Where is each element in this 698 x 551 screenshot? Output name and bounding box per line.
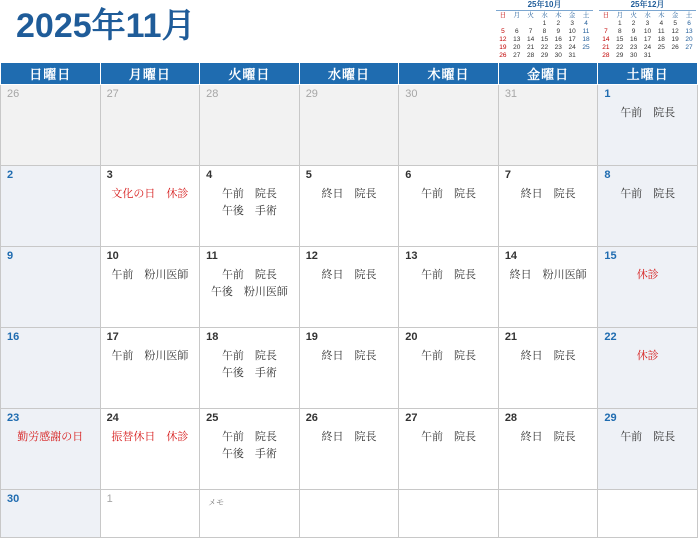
mini-day-cell: 25 — [582, 44, 590, 51]
mini-day-cell: 2 — [631, 20, 636, 27]
day-number: 6 — [405, 169, 412, 181]
mini-day-cell — [524, 20, 538, 28]
calendar-week-row — [1, 166, 698, 247]
event-label: 文化の日 休診 — [111, 188, 189, 200]
mini-day-cell: 7 — [528, 28, 533, 35]
mini-day-cell: 27 — [685, 44, 693, 51]
day-number: 8 — [604, 169, 611, 181]
day-events — [499, 343, 598, 365]
day-events — [598, 343, 697, 365]
day-cell[interactable] — [498, 409, 598, 490]
event-label: 午前 院長 — [620, 431, 676, 443]
weekday-header-3: 水曜日 — [299, 63, 399, 85]
mini-weekday-header: 金 — [568, 12, 576, 19]
mini-day-cell: 9 — [556, 28, 561, 35]
mini-weekday-header: 金 — [671, 12, 679, 19]
mini-day-cell: 20 — [513, 44, 521, 51]
mini-day-cell: 16 — [554, 36, 562, 43]
mini-day-cell — [579, 52, 593, 60]
day-cell[interactable] — [100, 409, 200, 490]
day-cell[interactable] — [598, 166, 698, 247]
day-number: 26 — [7, 88, 20, 100]
event-label: 終日 院長 — [321, 269, 377, 281]
mini-day-cell: 2 — [556, 20, 561, 27]
day-cell[interactable] — [598, 490, 698, 538]
day-cell[interactable] — [299, 247, 399, 328]
event-label: 午後 手術 — [221, 205, 277, 217]
mini-day-cell: 13 — [513, 36, 521, 43]
event-label: 午前 院長 — [221, 188, 277, 200]
mini-day-cell: 11 — [657, 28, 665, 35]
day-number: 25 — [206, 412, 219, 424]
mini-day-cell: 6 — [687, 20, 691, 27]
mini-weekday-header: 木 — [555, 12, 562, 19]
mini-day-cell: 22 — [616, 44, 624, 51]
day-number: 27 — [405, 412, 418, 424]
day-number: 3 — [106, 169, 113, 181]
mini-day-cell: 8 — [542, 28, 547, 35]
day-number: 28 — [504, 412, 518, 424]
day-cell[interactable] — [200, 409, 300, 490]
day-cell[interactable] — [598, 85, 698, 166]
calendar-header-row — [1, 63, 698, 85]
mini-weekday-header: 土 — [582, 12, 590, 19]
day-cell[interactable] — [399, 166, 499, 247]
mini-day-cell: 27 — [513, 52, 521, 59]
weekday-header-5: 金曜日 — [498, 63, 598, 85]
page-title: 2025年11月 — [16, 7, 196, 45]
mini-calendar-next-month — [599, 0, 696, 60]
mini-day-cell — [654, 52, 668, 60]
day-cell[interactable] — [100, 166, 200, 247]
event-label: 終日 院長 — [520, 350, 576, 362]
weekday-header-1: 月曜日 — [100, 63, 200, 85]
day-cell[interactable] — [1, 328, 101, 409]
mini-day-cell: 10 — [568, 28, 576, 35]
day-number: 27 — [106, 88, 119, 100]
mini-day-cell: 3 — [645, 20, 650, 27]
mini-weekday-header: 火 — [630, 12, 637, 19]
mini-day-cell — [510, 20, 524, 28]
mini-day-cell: 9 — [631, 28, 636, 35]
event-label: 終日 院長 — [321, 431, 377, 443]
mini-weekday-header: 日 — [602, 12, 610, 19]
day-cell[interactable] — [200, 328, 300, 409]
day-cell[interactable] — [1, 490, 101, 538]
mini-day-cell: 24 — [643, 44, 652, 51]
mini-weekday-header: 日 — [499, 12, 507, 19]
day-cell[interactable] — [1, 85, 101, 166]
mini-day-cell: 6 — [514, 28, 519, 35]
day-number: 7 — [504, 169, 511, 181]
event-label: 勤労感謝の日 — [17, 431, 84, 443]
event-label: 午前 院長 — [421, 269, 477, 281]
mini-day-cell: 29 — [540, 52, 549, 59]
day-events — [101, 424, 200, 446]
mini-day-cell: 1 — [542, 20, 547, 27]
day-cell[interactable] — [200, 490, 300, 538]
calendar-week-row — [1, 328, 698, 409]
weekday-header-4: 木曜日 — [399, 63, 499, 85]
day-cell[interactable] — [299, 490, 399, 538]
day-cell[interactable] — [498, 328, 598, 409]
month-calendar — [0, 62, 698, 538]
day-number: 2 — [7, 169, 14, 181]
mini-day-cell: 3 — [570, 20, 574, 27]
event-label: 午後 粉川医師 — [210, 286, 288, 298]
mini-weekday-header: 月 — [616, 12, 624, 19]
mini-day-cell: 15 — [540, 36, 549, 43]
mini-day-cell — [496, 20, 510, 28]
day-number: 13 — [405, 250, 418, 262]
calendar-week-row — [1, 247, 698, 328]
mini-day-cell: 19 — [671, 36, 679, 43]
mini-day-cell: 29 — [616, 52, 624, 59]
mini-day-cell: 21 — [526, 44, 535, 51]
day-cell[interactable] — [498, 85, 598, 166]
mini-weekday-header: 月 — [513, 12, 521, 19]
day-cell[interactable] — [100, 490, 200, 538]
event-label: 終日 院長 — [520, 188, 576, 200]
event-label: 休診 — [636, 350, 659, 362]
mini-day-cell: 8 — [617, 28, 622, 35]
mini-day-cell: 23 — [629, 44, 638, 51]
day-number — [399, 490, 498, 493]
day-number: 18 — [206, 331, 219, 343]
calendar-body — [1, 85, 698, 538]
event-label: 振替休日 休診 — [111, 431, 189, 443]
day-cell[interactable] — [200, 166, 300, 247]
day-events — [101, 343, 200, 365]
event-label: 午前 院長 — [421, 188, 477, 200]
day-number: 28 — [206, 88, 219, 100]
mini-day-cell: 18 — [657, 36, 665, 43]
day-events — [499, 262, 598, 284]
day-events — [300, 343, 399, 365]
mini-day-cell: 4 — [584, 20, 588, 27]
day-number: 22 — [604, 331, 617, 343]
day-events — [200, 424, 299, 463]
mini-day-cell: 26 — [499, 52, 507, 59]
mini-day-cell — [682, 52, 696, 60]
weekday-header-0: 日曜日 — [1, 63, 101, 85]
day-number: 9 — [7, 250, 14, 262]
mini-day-cell: 28 — [526, 52, 535, 59]
event-label: 午前 院長 — [421, 350, 477, 362]
event-label: 午前 院長 — [221, 431, 277, 443]
day-number: 1 — [604, 88, 611, 100]
weekday-headers — [1, 63, 698, 85]
day-cell[interactable] — [598, 328, 698, 409]
calendar-week-row — [1, 409, 698, 490]
day-events — [101, 262, 200, 284]
day-cell[interactable] — [299, 328, 399, 409]
day-number: 30 — [7, 493, 20, 505]
mini-day-cell: 18 — [582, 36, 590, 43]
mini-day-cell: 21 — [602, 44, 610, 51]
event-label: 午後 手術 — [221, 367, 277, 379]
day-number: 5 — [305, 169, 312, 181]
day-events — [399, 181, 498, 203]
day-number: 19 — [305, 331, 318, 343]
day-number: 11 — [206, 250, 218, 262]
day-number: 20 — [405, 331, 418, 343]
mini-day-cell: 20 — [685, 36, 693, 43]
mini-day-cell: 30 — [554, 52, 562, 59]
mini-day-cell — [599, 20, 613, 28]
day-number: 16 — [7, 331, 20, 343]
event-label: 終日 院長 — [520, 431, 576, 443]
mini-day-cell: 1 — [617, 20, 622, 27]
day-events — [598, 100, 697, 122]
day-cell[interactable] — [299, 85, 399, 166]
mini-day-cell: 26 — [671, 44, 679, 51]
event-label: 午前 粉川医師 — [111, 269, 189, 281]
day-events — [399, 343, 498, 365]
day-cell[interactable] — [399, 409, 499, 490]
day-number: 4 — [206, 169, 213, 181]
event-label: 午後 手術 — [221, 448, 277, 460]
mini-day-cell: 17 — [643, 36, 652, 43]
event-label: 午前 院長 — [620, 188, 676, 200]
day-number: 1 — [106, 493, 113, 505]
mini-day-cell: 5 — [673, 20, 677, 27]
event-label: 終日 粉川医師 — [509, 269, 587, 281]
mini-weekday-header: 木 — [658, 12, 665, 19]
day-events — [300, 424, 399, 446]
day-cell[interactable] — [299, 166, 399, 247]
mini-day-cell: 5 — [501, 28, 505, 35]
day-events — [200, 181, 299, 220]
mini-day-cell: 22 — [540, 44, 549, 51]
calendar-week-row — [1, 490, 698, 538]
mini-day-cell: 23 — [554, 44, 562, 51]
day-events — [101, 181, 200, 203]
day-cell[interactable] — [100, 328, 200, 409]
day-cell[interactable] — [100, 85, 200, 166]
mini-day-cell: 7 — [604, 28, 608, 35]
event-label: 午前 院長 — [421, 431, 477, 443]
event-label: 終日 院長 — [321, 350, 377, 362]
mini-day-cell: 16 — [629, 36, 638, 43]
mini-day-cell: 31 — [568, 52, 576, 59]
mini-weekday-header: 水 — [644, 12, 651, 19]
day-cell[interactable] — [1, 247, 101, 328]
mini-day-cell: 14 — [526, 36, 535, 43]
mini-day-cell: 17 — [568, 36, 576, 43]
day-number: 17 — [106, 331, 119, 343]
day-cell[interactable] — [498, 247, 598, 328]
day-events — [300, 181, 399, 203]
mini-day-cell: 19 — [499, 44, 507, 51]
day-cell[interactable] — [200, 85, 300, 166]
day-cell[interactable] — [399, 490, 499, 538]
day-number — [300, 490, 399, 493]
mini-calendar-title: 25年12月 — [599, 0, 696, 11]
mini-day-cell: 25 — [657, 44, 665, 51]
day-cell[interactable] — [299, 409, 399, 490]
day-cell[interactable] — [200, 247, 300, 328]
day-events — [200, 343, 299, 382]
weekday-header-2: 火曜日 — [200, 63, 300, 85]
mini-calendar-prev-month — [496, 0, 593, 60]
day-events — [399, 262, 498, 284]
event-label: 午前 院長 — [221, 350, 277, 362]
day-cell[interactable] — [498, 166, 598, 247]
event-label: 終日 院長 — [321, 188, 377, 200]
event-label: 午前 院長 — [221, 269, 277, 281]
day-cell[interactable] — [100, 247, 200, 328]
mini-day-cell: 28 — [602, 52, 610, 59]
mini-day-cell: 11 — [582, 28, 590, 35]
day-events — [598, 262, 697, 284]
mini-day-cell: 15 — [616, 36, 624, 43]
day-cell[interactable] — [498, 490, 598, 538]
mini-weekday-header: 水 — [541, 12, 548, 19]
day-number — [499, 490, 598, 493]
day-events — [1, 424, 100, 446]
mini-weekday-header: 土 — [685, 12, 693, 19]
day-events — [200, 262, 299, 301]
weekday-header-6: 土曜日 — [598, 63, 698, 85]
day-number: 26 — [305, 412, 318, 424]
mini-day-cell: 14 — [602, 36, 610, 43]
day-number: 10 — [106, 250, 119, 262]
mini-day-cell: 24 — [568, 44, 576, 51]
mini-day-cell: 12 — [499, 36, 507, 43]
memo-label: メモ — [208, 498, 225, 507]
day-number: 30 — [405, 88, 418, 100]
event-label: 午前 粉川医師 — [111, 350, 189, 362]
day-number: 29 — [305, 88, 318, 100]
day-cell[interactable] — [399, 328, 499, 409]
day-number: 23 — [7, 412, 20, 424]
day-number: 12 — [305, 250, 318, 262]
mini-day-cell: 10 — [643, 28, 652, 35]
mini-day-cell: 12 — [671, 28, 679, 35]
day-cell[interactable] — [598, 409, 698, 490]
mini-day-cell: 4 — [659, 20, 664, 27]
mini-day-cell: 30 — [629, 52, 638, 59]
day-events — [598, 181, 697, 203]
mini-day-cell: 13 — [685, 28, 693, 35]
day-events — [499, 181, 598, 203]
day-events — [399, 424, 498, 446]
day-cell[interactable] — [598, 247, 698, 328]
day-cell[interactable] — [1, 409, 101, 490]
day-events — [300, 262, 399, 284]
day-number: 31 — [504, 88, 518, 100]
day-events — [598, 424, 697, 446]
mini-calendar-title: 25年10月 — [496, 0, 593, 11]
event-label: 休診 — [636, 269, 659, 281]
event-label: 午前 院長 — [620, 107, 676, 119]
mini-day-cell — [668, 52, 682, 60]
day-number: 21 — [504, 331, 518, 343]
calendar-week-row — [1, 85, 698, 166]
day-cell[interactable] — [399, 85, 499, 166]
day-number: 14 — [504, 250, 518, 262]
mini-calendars — [496, 0, 696, 60]
day-cell[interactable] — [399, 247, 499, 328]
day-events — [499, 424, 598, 446]
day-number: 29 — [604, 412, 617, 424]
day-number: 15 — [604, 250, 617, 262]
day-cell[interactable] — [1, 166, 101, 247]
mini-day-cell: 31 — [643, 52, 652, 59]
mini-weekday-header: 火 — [527, 12, 534, 19]
day-number — [598, 490, 697, 493]
day-number: 24 — [106, 412, 119, 424]
